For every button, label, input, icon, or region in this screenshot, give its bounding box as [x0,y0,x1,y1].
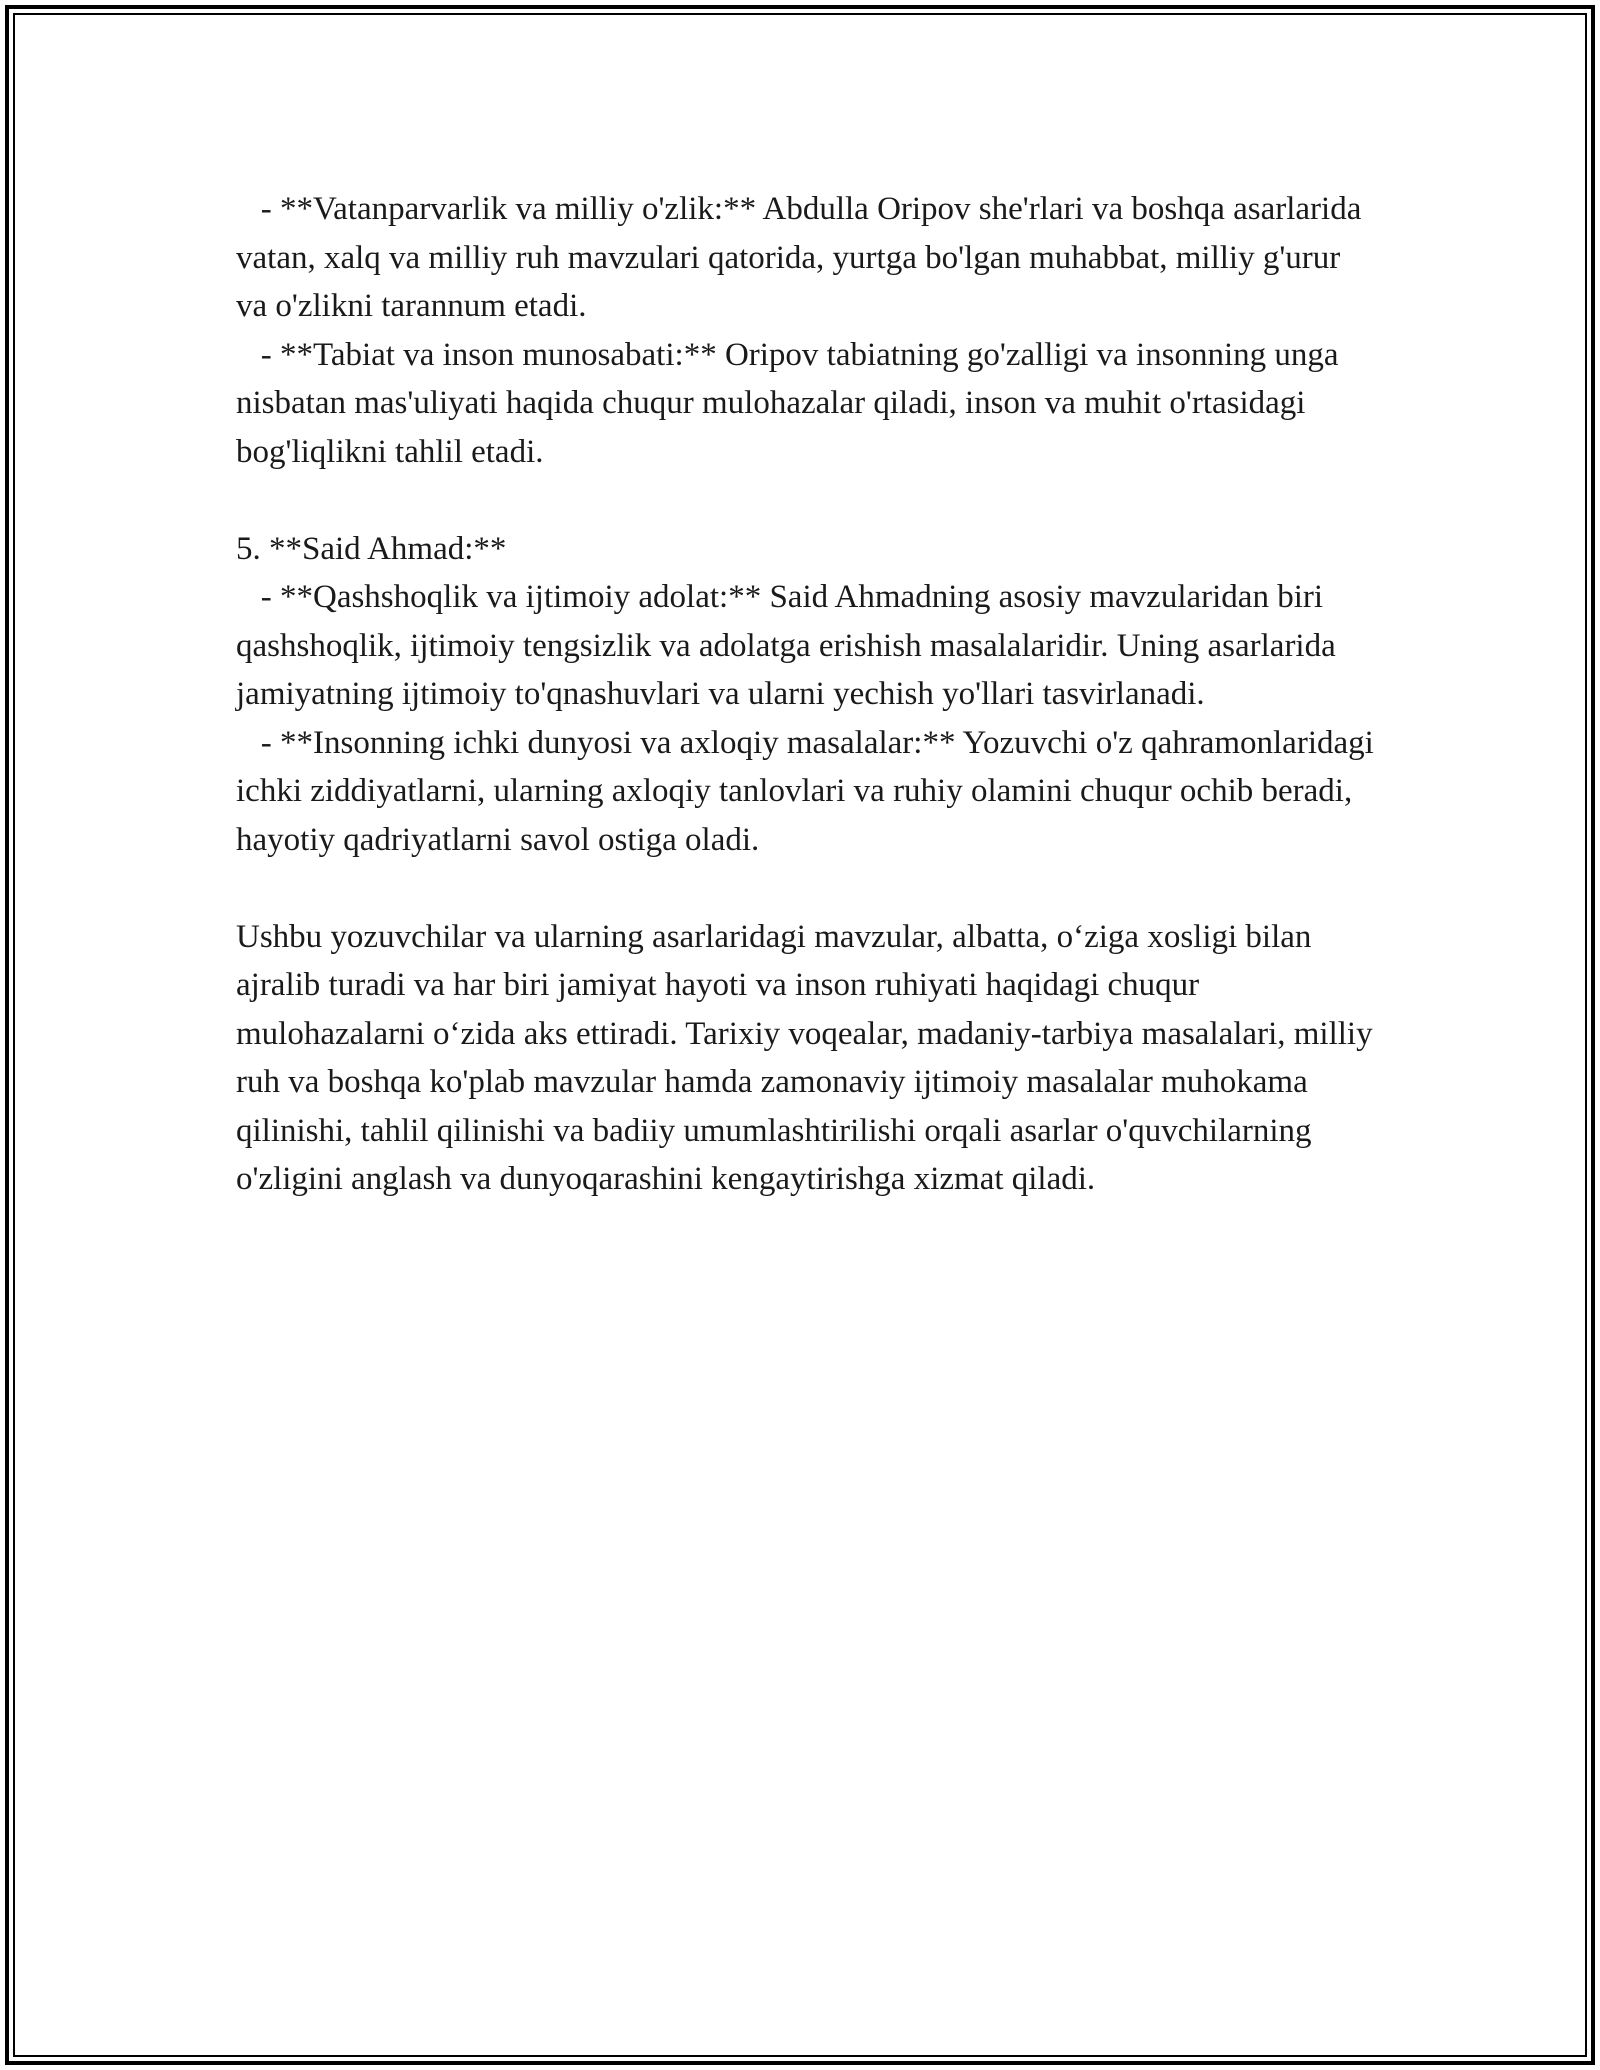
bullet-tabiat-va-inson: - **Tabiat va inson munosabati:** Oripov tabiatning go'zalligi va insonning unga nisbatan mas'uliyati haqida chuqur mulohazalar qiladi, inson va muhit o'rtasidagi bog'liqlikni tahlil etadi. [236,336,1347,470]
document-body [236,185,1383,1204]
paragraph-gap [236,864,1376,913]
bullet-qashshoqlik: - **Qashshoqlik va ijtimoiy adolat:** Said Ahmadning asosiy mavzularidan biri qashshoqlik, ijtimoiy tengsizlik va adolatga erishish masalalaridir. Uning asarlarida jamiyatning ijtimoiy to'qnashuvlari va ularni yechish yo'llari tasvirlanadi. [236,579,1344,712]
section-heading-said-ahmad: 5. **Said Ahmad:** [236,530,507,567]
conclusion-paragraph: Ushbu yozuvchilar va ularning asarlaridagi mavzular, albatta, o‘ziga xosligi bilan ajralib turadi va har biri jamiyat hayoti va inson ruhiyati haqidagi chuqur mulohazalarni o‘zida aks ettiradi. Tarixiy voqealar, madaniy-tarbiya masalalari, milliy ruh va boshqa ko'plab mavzular hamda zamonaviy ijtimoiy masalalar muhokama qilinishi, tahlil qilinishi va badiiy umumlashtirilishi orqali asarlar o'quvchilarning o'zligini anglash va dunyoqarashini kengaytirishga xizmat qiladi. [236,918,1381,1197]
bullet-vatanparvarlik: - **Vatanparvarlik va milliy o'zlik:** Abdulla Oripov she'rlari va boshqa asarlarida vatan, xalq va milliy ruh mavzulari qatorida, yurtga bo'lgan muhabbat, milliy g'urur va o'zlikni tarannum etadi. [236,191,1370,324]
bullet-ichki-dunyo: - **Insonning ichki dunyosi va axloqiy masalalar:** Yozuvchi o'z qahramonlaridagi ichki ziddiyatlarni, ularning axloqiy tanlovlari va ruhiy olamini chuqur ochib beradi, hayotiy qadriyatlarni savol ostiga oladi. [236,724,1383,858]
paragraph-gap [236,476,1376,525]
